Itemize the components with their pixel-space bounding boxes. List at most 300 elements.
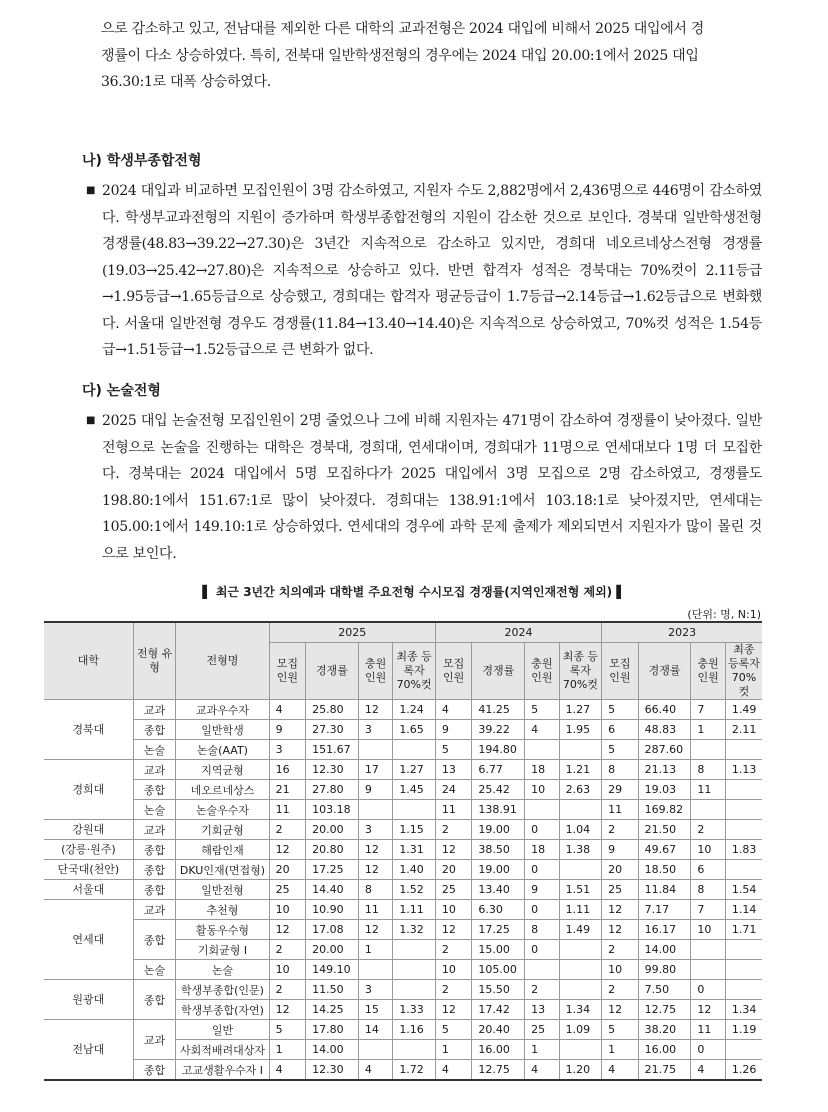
cell-value: 18.50 xyxy=(638,860,691,880)
cell-value: 1.71 xyxy=(725,920,762,940)
cell-value: 12 xyxy=(435,1000,472,1020)
table-unit-note: (단위: 명, N:1) xyxy=(687,608,761,621)
cell-value: 7 xyxy=(691,900,725,920)
cell-value xyxy=(559,960,602,980)
cell-value: 16.00 xyxy=(472,1040,525,1060)
table-row xyxy=(44,1020,762,1040)
header-sub: 모집 인원 xyxy=(602,643,639,700)
cell-value: 49.67 xyxy=(638,840,691,860)
table-row xyxy=(44,960,762,980)
cell-value: 2 xyxy=(269,820,306,840)
cell-value: 12 xyxy=(435,840,472,860)
intro-line: 36.30:1로 대폭 상승하였다. xyxy=(101,74,271,90)
cell-value: 1.72 xyxy=(393,1060,436,1081)
cell-value xyxy=(525,960,559,980)
cell-value xyxy=(393,960,436,980)
table-row xyxy=(44,880,762,900)
cell-value: 1 xyxy=(358,940,392,960)
cell-value: 3 xyxy=(358,980,392,1000)
cell-value: 14.00 xyxy=(306,1040,359,1060)
cell-type: 종합 xyxy=(133,1060,176,1081)
cell-value: 1 xyxy=(435,1040,472,1060)
cell-value: 7.50 xyxy=(638,980,691,1000)
cell-value: 1.34 xyxy=(559,1000,602,1020)
table-row xyxy=(44,720,762,740)
cell-value: 2 xyxy=(269,980,306,1000)
cell-value: 20.40 xyxy=(472,1020,525,1040)
cell-name: 해람인재 xyxy=(176,840,269,860)
cell-value: 1.14 xyxy=(725,900,762,920)
intro-paragraph xyxy=(101,16,761,96)
cell-value: 4 xyxy=(602,1060,639,1081)
cell-value: 0 xyxy=(525,900,559,920)
cell-type: 종합 xyxy=(133,860,176,880)
cell-value: 11 xyxy=(691,1020,725,1040)
cell-name: DKU인재(면접형) xyxy=(176,860,269,880)
table-row xyxy=(44,820,762,840)
cell-value xyxy=(559,1040,602,1060)
table-row xyxy=(44,800,762,820)
paragraph-text: 2024 대입과 비교하면 모집인원이 3명 감소하였고, 지원자 수도 2,882명에서 2,436명으로 446명이 감소하였다. 학생부교과전형의 지원이 증가하며 학생부종합전형의 지원이 감소한 것으로 보인다. 경북대 일반학생전형 경쟁률(48.83→39.22→27.30)은 3년간 지속적으로 감소하고 있지만, 경희대 네오르네상스전형 경쟁률(19.03→25.42→27.80)은 지속적으로 상승하고 있다. 반면 합격자 성적은 경북대는 70%컷이 2.11등급→1.95등급→1.65등급으로 상승했고, 경희대는 합격자 평균등급이 1.7등급→2.14등급→1.62등급으로 변화했다. 서울대 일반전형 경우도 경쟁률(11.84→13.40→14.40)은 지속적으로 상승하였고, 70%컷 성적은 1.54등급→1.51등급→1.52등급으로 큰 변화가 없다. xyxy=(102,183,762,358)
cell-type: 논술 xyxy=(133,800,176,820)
cell-value xyxy=(559,980,602,1000)
cell-univ: 강원대 xyxy=(44,820,133,840)
header-year: 2023 xyxy=(602,622,762,643)
cell-value: 1.51 xyxy=(559,880,602,900)
cell-name: 일반전형 xyxy=(176,880,269,900)
cell-value xyxy=(358,960,392,980)
cell-value: 2 xyxy=(435,820,472,840)
cell-value: 10.90 xyxy=(306,900,359,920)
cell-value: 4 xyxy=(358,1060,392,1081)
cell-value: 12 xyxy=(602,900,639,920)
cell-value xyxy=(393,940,436,960)
cell-value: 6 xyxy=(602,720,639,740)
table-row xyxy=(44,1060,762,1081)
cell-univ: 연세대 xyxy=(44,900,133,980)
cell-value: 14.40 xyxy=(306,880,359,900)
cell-name: 지역균형 xyxy=(176,760,269,780)
cell-value xyxy=(559,740,602,760)
cell-value: 11.50 xyxy=(306,980,359,1000)
cell-value: 27.30 xyxy=(306,720,359,740)
cell-value: 3 xyxy=(358,820,392,840)
cell-value: 1 xyxy=(691,720,725,740)
cell-value: 1.15 xyxy=(393,820,436,840)
cell-value: 11.84 xyxy=(638,880,691,900)
cell-value: 29 xyxy=(602,780,639,800)
cell-value: 1 xyxy=(602,1040,639,1060)
cell-value: 4 xyxy=(435,700,472,720)
cell-value: 2 xyxy=(602,980,639,1000)
section-heading-student-record: 나) 학생부종합전형 xyxy=(82,153,202,169)
cell-value: 20 xyxy=(269,860,306,880)
cell-value: 14 xyxy=(358,1020,392,1040)
cell-value: 1 xyxy=(525,1040,559,1060)
cell-value: 4 xyxy=(269,1060,306,1081)
cell-value xyxy=(725,980,762,1000)
header-sub: 경쟁률 xyxy=(472,643,525,700)
cell-value: 21.50 xyxy=(638,820,691,840)
cell-value: 25 xyxy=(602,880,639,900)
intro-line: 으로 감소하고 있고, 전남대를 제외한 다른 대학의 교과전형은 2024 대입에 비해서 2025 대입에서 경 xyxy=(101,21,705,37)
cell-value: 25.42 xyxy=(472,780,525,800)
cell-value: 25 xyxy=(435,880,472,900)
cell-value: 1.45 xyxy=(393,780,436,800)
cell-value: 1.27 xyxy=(393,760,436,780)
cell-value: 105.00 xyxy=(472,960,525,980)
cell-name: 활동우수형 xyxy=(176,920,269,940)
header-sub: 경쟁률 xyxy=(306,643,359,700)
cell-value: 20.80 xyxy=(306,840,359,860)
cell-value: 4 xyxy=(525,720,559,740)
cell-name: 논술 xyxy=(176,960,269,980)
cell-value: 12.75 xyxy=(638,1000,691,1020)
cell-value: 12 xyxy=(269,920,306,940)
cell-value: 194.80 xyxy=(472,740,525,760)
cell-value: 41.25 xyxy=(472,700,525,720)
cell-value: 5 xyxy=(602,700,639,720)
cell-value: 8 xyxy=(602,760,639,780)
cell-value: 11 xyxy=(691,780,725,800)
cell-value: 149.10 xyxy=(306,960,359,980)
cell-name: 기회균형 xyxy=(176,820,269,840)
cell-value: 21.13 xyxy=(638,760,691,780)
cell-value xyxy=(725,740,762,760)
cell-type: 교과 xyxy=(133,900,176,920)
cell-value: 2 xyxy=(269,940,306,960)
cell-value xyxy=(393,1040,436,1060)
cell-value xyxy=(393,740,436,760)
cell-value: 13.40 xyxy=(472,880,525,900)
cell-value: 1.33 xyxy=(393,1000,436,1020)
cell-value: 19.03 xyxy=(638,780,691,800)
header-name: 전형명 xyxy=(176,622,269,700)
cell-value: 0 xyxy=(525,860,559,880)
cell-value: 1.24 xyxy=(393,700,436,720)
cell-value xyxy=(559,940,602,960)
cell-value: 1.65 xyxy=(393,720,436,740)
cell-value: 12 xyxy=(691,1000,725,1020)
cell-univ: 단국대(천안) xyxy=(44,860,133,880)
intro-line: 쟁률이 다소 상승하였다. 특히, 전북대 일반학생전형의 경우에는 2024 대입 20.00:1에서 2025 대입 xyxy=(101,47,699,64)
table-row xyxy=(44,980,762,1000)
cell-value: 13 xyxy=(525,1000,559,1020)
cell-univ: 경희대 xyxy=(44,760,133,820)
cell-type: 교과 xyxy=(133,820,176,840)
cell-name: 논술(AAT) xyxy=(176,740,269,760)
cell-value: 2 xyxy=(435,940,472,960)
cell-value: 17.25 xyxy=(306,860,359,880)
cell-value: 1.16 xyxy=(393,1020,436,1040)
cell-value: 16.00 xyxy=(638,1040,691,1060)
cell-value: 4 xyxy=(269,700,306,720)
cell-value xyxy=(393,980,436,1000)
cell-value: 1.11 xyxy=(559,900,602,920)
cell-value: 19.00 xyxy=(472,820,525,840)
header-univ: 대학 xyxy=(44,622,133,700)
cell-value: 18 xyxy=(525,840,559,860)
cell-value: 48.83 xyxy=(638,720,691,740)
cell-type: 종합 xyxy=(133,720,176,740)
cell-value: 12 xyxy=(602,1000,639,1020)
table-row xyxy=(44,900,762,920)
cell-value: 12 xyxy=(358,920,392,940)
cell-value xyxy=(725,820,762,840)
cell-name: 기회균형 I xyxy=(176,940,269,960)
table-row xyxy=(44,840,762,860)
cell-univ: 경북대 xyxy=(44,700,133,760)
table-row xyxy=(44,760,762,780)
cell-value: 8 xyxy=(358,880,392,900)
cell-value: 1.21 xyxy=(559,760,602,780)
cell-value: 7 xyxy=(691,700,725,720)
cell-value: 169.82 xyxy=(638,800,691,820)
cell-value: 25.80 xyxy=(306,700,359,720)
cell-value: 2.63 xyxy=(559,780,602,800)
cell-value: 17 xyxy=(358,760,392,780)
cell-value: 4 xyxy=(691,1060,725,1081)
cell-value: 12 xyxy=(269,840,306,860)
cell-value: 1.19 xyxy=(725,1020,762,1040)
cell-value xyxy=(725,940,762,960)
cell-value xyxy=(691,740,725,760)
cell-value: 11 xyxy=(602,800,639,820)
cell-value: 1.20 xyxy=(559,1060,602,1081)
cell-type: 논술 xyxy=(133,740,176,760)
cell-type: 논술 xyxy=(133,960,176,980)
cell-value: 3 xyxy=(358,720,392,740)
cell-value: 25 xyxy=(269,880,306,900)
cell-value: 1.04 xyxy=(559,820,602,840)
cell-type: 교과 xyxy=(133,760,176,780)
cell-value: 10 xyxy=(269,900,306,920)
competition-rate-table xyxy=(44,621,762,1081)
header-sub: 충원 인원 xyxy=(525,643,559,700)
cell-value: 14.00 xyxy=(638,940,691,960)
cell-type: 종합 xyxy=(133,920,176,960)
cell-type: 교과 xyxy=(133,700,176,720)
square-bullet-icon: ■ xyxy=(86,185,96,196)
cell-value: 12.30 xyxy=(306,760,359,780)
cell-value xyxy=(525,800,559,820)
cell-name: 추천형 xyxy=(176,900,269,920)
cell-value: 15 xyxy=(358,1000,392,1020)
cell-value: 12 xyxy=(358,860,392,880)
cell-value: 16.17 xyxy=(638,920,691,940)
cell-value: 13 xyxy=(435,760,472,780)
cell-value: 1.40 xyxy=(393,860,436,880)
cell-value: 6 xyxy=(691,860,725,880)
cell-value: 24 xyxy=(435,780,472,800)
cell-name: 논술우수자 xyxy=(176,800,269,820)
cell-value: 25 xyxy=(525,1020,559,1040)
cell-value: 2.11 xyxy=(725,720,762,740)
header-sub: 충원 인원 xyxy=(691,643,725,700)
cell-value: 287.60 xyxy=(638,740,691,760)
cell-value: 12 xyxy=(602,920,639,940)
cell-value xyxy=(559,800,602,820)
cell-value: 0 xyxy=(525,940,559,960)
table-row xyxy=(44,920,762,940)
cell-value: 12.30 xyxy=(306,1060,359,1081)
cell-value: 11 xyxy=(269,800,306,820)
cell-value: 1.52 xyxy=(393,880,436,900)
cell-value: 1.32 xyxy=(393,920,436,940)
cell-value: 15.00 xyxy=(472,940,525,960)
header-sub: 모집 인원 xyxy=(435,643,472,700)
cell-value: 20 xyxy=(602,860,639,880)
cell-value: 39.22 xyxy=(472,720,525,740)
cell-value: 5 xyxy=(269,1020,306,1040)
cell-value: 1.27 xyxy=(559,700,602,720)
cell-value: 12 xyxy=(269,1000,306,1020)
cell-value: 18 xyxy=(525,760,559,780)
cell-value: 10 xyxy=(435,960,472,980)
table-row xyxy=(44,860,762,880)
header-sub: 최종 등록자 70%컷 xyxy=(559,643,602,700)
cell-value xyxy=(725,860,762,880)
cell-value: 11 xyxy=(358,900,392,920)
cell-value: 27.80 xyxy=(306,780,359,800)
cell-value: 138.91 xyxy=(472,800,525,820)
cell-value: 5 xyxy=(525,700,559,720)
cell-type: 교과 xyxy=(133,1020,176,1060)
cell-value: 1.11 xyxy=(393,900,436,920)
cell-value: 0 xyxy=(525,820,559,840)
cell-value: 1.13 xyxy=(725,760,762,780)
cell-name: 일반학생 xyxy=(176,720,269,740)
cell-value: 2 xyxy=(602,820,639,840)
cell-value: 6.77 xyxy=(472,760,525,780)
section-paragraph-essay xyxy=(86,408,762,567)
cell-value: 4 xyxy=(435,1060,472,1081)
cell-value: 10 xyxy=(691,920,725,940)
cell-value: 12 xyxy=(358,700,392,720)
cell-value: 10 xyxy=(602,960,639,980)
cell-value: 1.31 xyxy=(393,840,436,860)
cell-value xyxy=(691,800,725,820)
cell-value: 21.75 xyxy=(638,1060,691,1081)
cell-value: 2 xyxy=(525,980,559,1000)
section-paragraph-student-record xyxy=(86,178,762,364)
cell-value: 12.75 xyxy=(472,1060,525,1081)
table-caption: ▌ 최근 3년간 치의예과 대학별 주요전형 수시모집 경쟁률(지역인재전형 제외) ▌ xyxy=(202,585,626,599)
cell-value: 11 xyxy=(435,800,472,820)
cell-value: 1.38 xyxy=(559,840,602,860)
cell-name: 사회적배려대상자 xyxy=(176,1040,269,1060)
cell-name: 교과우수자 xyxy=(176,700,269,720)
cell-value: 2 xyxy=(691,820,725,840)
header-year: 2025 xyxy=(269,622,435,643)
cell-value: 1.83 xyxy=(725,840,762,860)
header-sub: 모집 인원 xyxy=(269,643,306,700)
cell-value: 38.50 xyxy=(472,840,525,860)
square-bullet-icon: ■ xyxy=(86,415,96,426)
cell-value xyxy=(358,800,392,820)
cell-value xyxy=(358,740,392,760)
cell-value: 5 xyxy=(602,1020,639,1040)
cell-value: 17.80 xyxy=(306,1020,359,1040)
cell-value: 1.26 xyxy=(725,1060,762,1081)
cell-value xyxy=(559,860,602,880)
cell-value xyxy=(358,1040,392,1060)
cell-value: 2 xyxy=(602,940,639,960)
cell-value: 10 xyxy=(435,900,472,920)
section-heading-essay: 다) 논술전형 xyxy=(82,383,161,399)
cell-value xyxy=(691,960,725,980)
cell-type: 종합 xyxy=(133,780,176,800)
cell-value xyxy=(525,740,559,760)
cell-value: 8 xyxy=(691,880,725,900)
cell-value: 16 xyxy=(269,760,306,780)
header-year: 2024 xyxy=(435,622,601,643)
cell-value: 9 xyxy=(269,720,306,740)
cell-value: 12 xyxy=(435,920,472,940)
cell-value: 9 xyxy=(358,780,392,800)
cell-value: 2 xyxy=(435,980,472,1000)
cell-name: 고교생활우수자 I xyxy=(176,1060,269,1081)
cell-value xyxy=(691,940,725,960)
table-row xyxy=(44,780,762,800)
cell-value: 3 xyxy=(269,740,306,760)
cell-univ: (강릉·원주) xyxy=(44,840,133,860)
cell-type: 종합 xyxy=(133,980,176,1020)
header-sub: 경쟁률 xyxy=(638,643,691,700)
cell-value xyxy=(725,960,762,980)
cell-univ: 원광대 xyxy=(44,980,133,1020)
cell-value: 20.00 xyxy=(306,820,359,840)
cell-name: 학생부종합(인문) xyxy=(176,980,269,1000)
cell-value: 14.25 xyxy=(306,1000,359,1020)
cell-value: 1.95 xyxy=(559,720,602,740)
cell-value: 5 xyxy=(602,740,639,760)
cell-value: 5 xyxy=(435,1020,472,1040)
cell-value: 17.42 xyxy=(472,1000,525,1020)
cell-value: 1.54 xyxy=(725,880,762,900)
cell-value: 4 xyxy=(525,1060,559,1081)
cell-name: 학생부종합(자연) xyxy=(176,1000,269,1020)
cell-value: 9 xyxy=(525,880,559,900)
cell-value: 0 xyxy=(691,980,725,1000)
cell-value: 0 xyxy=(691,1040,725,1060)
cell-value: 19.00 xyxy=(472,860,525,880)
cell-value: 6.30 xyxy=(472,900,525,920)
cell-value xyxy=(393,800,436,820)
header-sub: 최종 등록자 70%컷 xyxy=(393,643,436,700)
cell-value: 9 xyxy=(435,720,472,740)
cell-value: 66.40 xyxy=(638,700,691,720)
cell-value: 20.00 xyxy=(306,940,359,960)
cell-value: 17.08 xyxy=(306,920,359,940)
cell-value: 8 xyxy=(525,920,559,940)
cell-value: 17.25 xyxy=(472,920,525,940)
cell-value: 5 xyxy=(435,740,472,760)
cell-type: 종합 xyxy=(133,880,176,900)
cell-value: 103.18 xyxy=(306,800,359,820)
header-type: 전형 유형 xyxy=(133,622,176,700)
cell-value xyxy=(725,1040,762,1060)
cell-value: 1 xyxy=(269,1040,306,1060)
cell-value: 12 xyxy=(358,840,392,860)
cell-value: 1.49 xyxy=(725,700,762,720)
paragraph-text: 2025 대입 논술전형 모집인원이 2명 줄었으나 그에 비해 지원자는 471명이 감소하여 경쟁률이 낮아졌다. 일반전형으로 논술을 진행하는 대학은 경북대, 경희대, 연세대이며, 경희대가 11명으로 연세대보다 1명 더 모집한다. 경북대는 2024 대입에서 5명 모집하다가 2025 대입에서 3명 모집으로 2명 감소하였고, 경쟁률도 198.80:1에서 151.67:1로 많이 낮아졌다. 경희대는 138.91:1에서 103.18:1로 낮아졌지만, 연세대는 105.00:1에서 149.10:1로 상승하였다. 연세대의 경우에 과학 문제 출제가 제외되면서 지원자가 많이 몰린 것으로 보인다. xyxy=(102,413,762,562)
cell-value: 10 xyxy=(269,960,306,980)
cell-value: 9 xyxy=(602,840,639,860)
table-row xyxy=(44,700,762,720)
cell-value: 38.20 xyxy=(638,1020,691,1040)
cell-value xyxy=(725,800,762,820)
